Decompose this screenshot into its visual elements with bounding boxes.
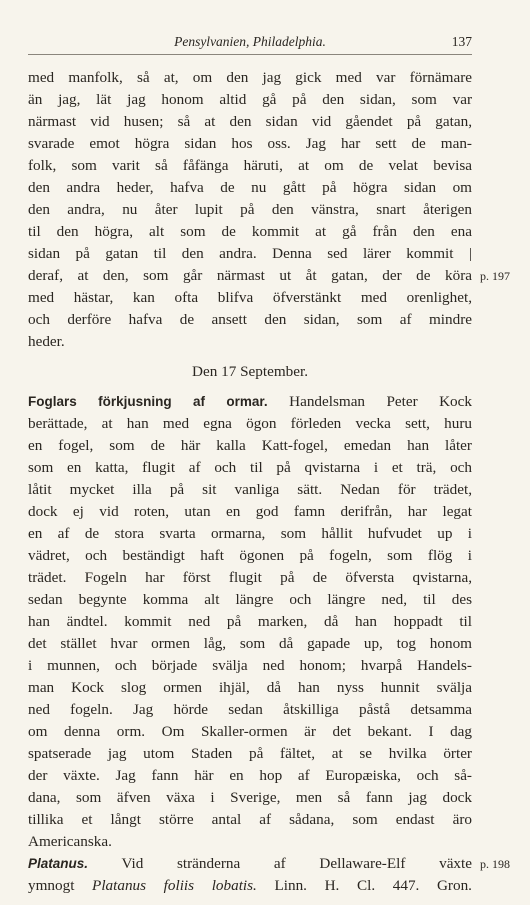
text-line: sidan på gatan til den andra. Denna sed lärer kommit | [28, 245, 472, 262]
text-line: ned fogeln. Jag hörde sedan åtskilliga påstå detsamma [28, 701, 472, 718]
text-line: närmast vid husen; så at den sidan vid gåendet på gatan, [28, 113, 472, 130]
text-line: i munnen, och började svälja ned honom; hvarpå Handels- [28, 657, 472, 674]
text-line: om denna orm. Om Skaller-ormen är det bekant. I dag [28, 723, 472, 740]
section-heading: Platanus. [28, 856, 89, 871]
date-heading: Den 17 September. [192, 363, 308, 380]
text-line: trädet. Fogeln har först flugit på de öfversta qvistarna, [28, 569, 472, 586]
text-line: en af de stora svarta ormarna, som hållit hufvudet up i [28, 525, 472, 542]
text-span: ymnogt [28, 877, 93, 894]
text-line: heder. [28, 333, 65, 350]
running-header [28, 34, 472, 52]
text-span: Vid stränderna af Dellaware-Elf växte [88, 855, 472, 872]
text-line: tillika et långt större antal af sådana, som endast äro [28, 811, 472, 828]
text-line: sedan begynte komma alt längre och längre ned, til des [28, 591, 472, 608]
text-span: Linn. H. Cl. 447. Gron. [256, 877, 472, 894]
text-line: spatserade jag utom Staden på fältet, at se hvilka örter [28, 745, 472, 762]
botanical-name: Platanus foliis lobatis. [92, 877, 257, 894]
text-line: der växte. Jag fann här en hop af Europæiska, och så- [28, 767, 472, 784]
text-span: Handelsman Peter Kock [267, 393, 472, 410]
text-line: dock ej vid roten, utan en god famn derifrån, har legat [28, 503, 472, 520]
text-line: den andra heder, hafva de nu gått på högra sidan om [28, 179, 472, 196]
text-line: han ändtel. kommit ned på marken, då han hoppadt til [28, 613, 472, 630]
text-line [28, 392, 472, 412]
text-line: med manfolk, så at, om den jag gick med var förnämare [28, 69, 472, 86]
section-heading: Foglars förkjusning af ormar. [28, 394, 268, 409]
running-title: Pensylvanien, Philadelphia. [174, 34, 326, 49]
text-line: det stället hvar ormen låg, som då gapade up, tog honom [28, 635, 472, 652]
text-line: med hästar, kan ofta blifva öfverstänkt med orenlighet, [28, 289, 472, 306]
text-line: folk, som varit så fåfänga häruti, at om de velat bevisa [28, 157, 472, 174]
margin-page-ref: p. 197 [480, 269, 510, 283]
margin-page-ref: p. 198 [480, 857, 510, 871]
text-line: svarade emot högra sidan hos oss. Jag har sett de man- [28, 135, 472, 152]
text-line: berättade, at han med egna ögon förleden vecka sett, huru [28, 415, 472, 432]
text-line: en fogel, som de här kalla Katt-fogel, emedan han låter [28, 437, 472, 454]
text-line [28, 876, 472, 896]
text-line: låtit mycket illa på sit vanliga sätt. Nedan för trädet, [28, 481, 472, 498]
text-line: Americanska. [28, 833, 112, 850]
text-line [28, 854, 472, 874]
text-line: dana, som äfven växa i Sverige, men så fann jag dock [28, 789, 472, 806]
text-line: deraf, at den, som går närmast ut åt gatan, der de köra [28, 267, 472, 284]
text-line: än jag, lät jag honom altid gå på den sidan, som var [28, 91, 472, 108]
text-line: som en katta, flugit af och til på qvistarna i et trä, och [28, 459, 472, 476]
text-line: vädret, och beständigt haft ögonen på fogeln, som flög i [28, 547, 472, 564]
header-rule [28, 54, 472, 55]
text-line: til den högra, alt som de kommit at gå från den ena [28, 223, 472, 240]
page-number: 137 [451, 34, 472, 49]
text-line: den andra, nu åter lupit på den vänstra, snart återigen [28, 201, 472, 218]
text-line: och derföre hafva de ansett den sidan, som af mindre [28, 311, 472, 328]
text-line: man Kock slog ormen ihjäl, då han nyss hunnit svälja [28, 679, 472, 696]
